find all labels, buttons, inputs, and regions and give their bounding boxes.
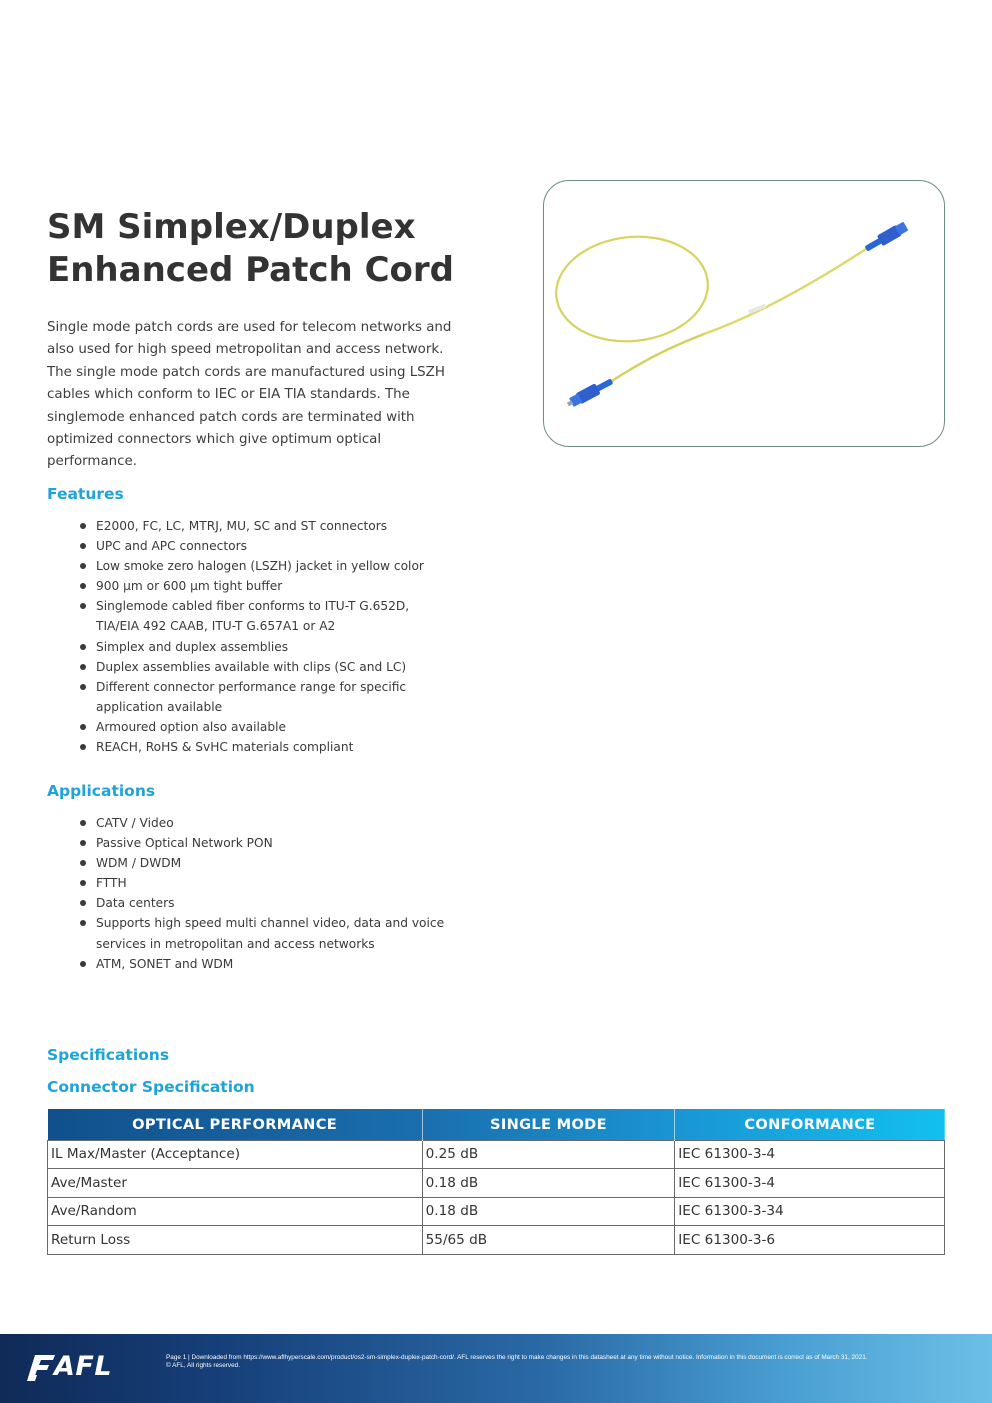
patch-cord-illustration [544,181,945,447]
feature-list-item: Singlemode cabled fiber conforms to ITU-T G.652D, TIA/EIA 492 CAAB, ITU-T G.657A1 or A2 [79,596,449,636]
application-list-item: ATM, SONET and WDM [79,954,449,974]
feature-list-item: Different connector performance range for specific application available [79,677,449,717]
table-row [48,1197,945,1226]
feature-list-item: Duplex assemblies available with clips (SC and LC) [79,657,449,677]
table-cell: Ave/Random [48,1197,423,1226]
table-cell: IL Max/Master (Acceptance) [48,1140,423,1169]
application-list-item: FTTH [79,873,449,893]
intro-paragraph: Single mode patch cords are used for telecom networks and also used for high speed metropolitan and access network. The single mode patch cords are manufactured using LSZH cables which conform to IEC or EIA TIA standards. The singlemode enhanced patch cords are terminated with optimized connectors which give optimum optical performance. [47,320,452,470]
table-row [48,1169,945,1198]
title-line-1: SM Simplex/Duplex [47,207,416,247]
table-cell: IEC 61300-3-6 [675,1226,945,1255]
features-list [79,516,449,757]
table-cell: Return Loss [48,1226,423,1255]
applications-heading: Applications [47,782,156,800]
table-cell: 0.18 dB [422,1197,675,1226]
feature-list-item: E2000, FC, LC, MTRJ, MU, SC and ST connectors [79,516,449,536]
header-single-mode: SINGLE MODE [422,1109,675,1140]
table-row [48,1226,945,1255]
application-list-item: CATV / Video [79,813,449,833]
feature-list-item: UPC and APC connectors [79,536,449,556]
table-cell: IEC 61300-3-34 [675,1197,945,1226]
feature-list-item: REACH, RoHS & SvHC materials compliant [79,737,449,757]
feature-list-item: Simplex and duplex assemblies [79,637,449,657]
connector-spec-table [47,1109,945,1255]
application-list-item: Data centers [79,893,449,913]
table-cell: 0.18 dB [422,1169,675,1198]
footer-disclaimer [166,1354,978,1371]
table-cell: IEC 61300-3-4 [675,1140,945,1169]
footer-line-1: Page 1 | Downloaded from https://www.aflhyperscale.com/product/os2-sm-simplex-duplex-patch-cord/. AFL reserves the right to make changes in this datasheet at any time without notice. Information in this document is correct as of March 31, 2021. [166,1354,868,1361]
product-image [543,180,945,447]
header-conformance: CONFORMANCE [744,1115,876,1133]
specifications-heading: Specifications [47,1046,170,1064]
feature-list-item: Low smoke zero halogen (LSZH) jacket in yellow color [79,556,449,576]
application-list-item: WDM / DWDM [79,853,449,873]
feature-list-item: 900 µm or 600 µm tight buffer [79,576,449,596]
connector-specification-heading: Connector Specification [47,1078,255,1096]
table-cell: 55/65 dB [422,1226,675,1255]
table-cell: 0.25 dB [422,1140,675,1169]
table-row [48,1140,945,1169]
afl-logo-text: AFL [54,1351,113,1382]
table-header-row [48,1109,945,1140]
title-line-2: Enhanced Patch Cord [47,250,454,290]
application-list-item: Supports high speed multi channel video, data and voice services in metropolitan and access networks [79,913,449,953]
application-list-item: Passive Optical Network PON [79,833,449,853]
applications-list [79,813,449,974]
features-heading: Features [47,485,124,503]
footer-line-2: © AFL, All rights reserved. [166,1362,240,1370]
table-cell: IEC 61300-3-4 [675,1169,945,1198]
header-optical-performance: OPTICAL PERFORMANCE [48,1109,423,1140]
table-cell: Ave/Master [48,1169,423,1198]
feature-list-item: Armoured option also available [79,717,449,737]
page-title [47,206,487,292]
page-footer [0,1334,992,1403]
